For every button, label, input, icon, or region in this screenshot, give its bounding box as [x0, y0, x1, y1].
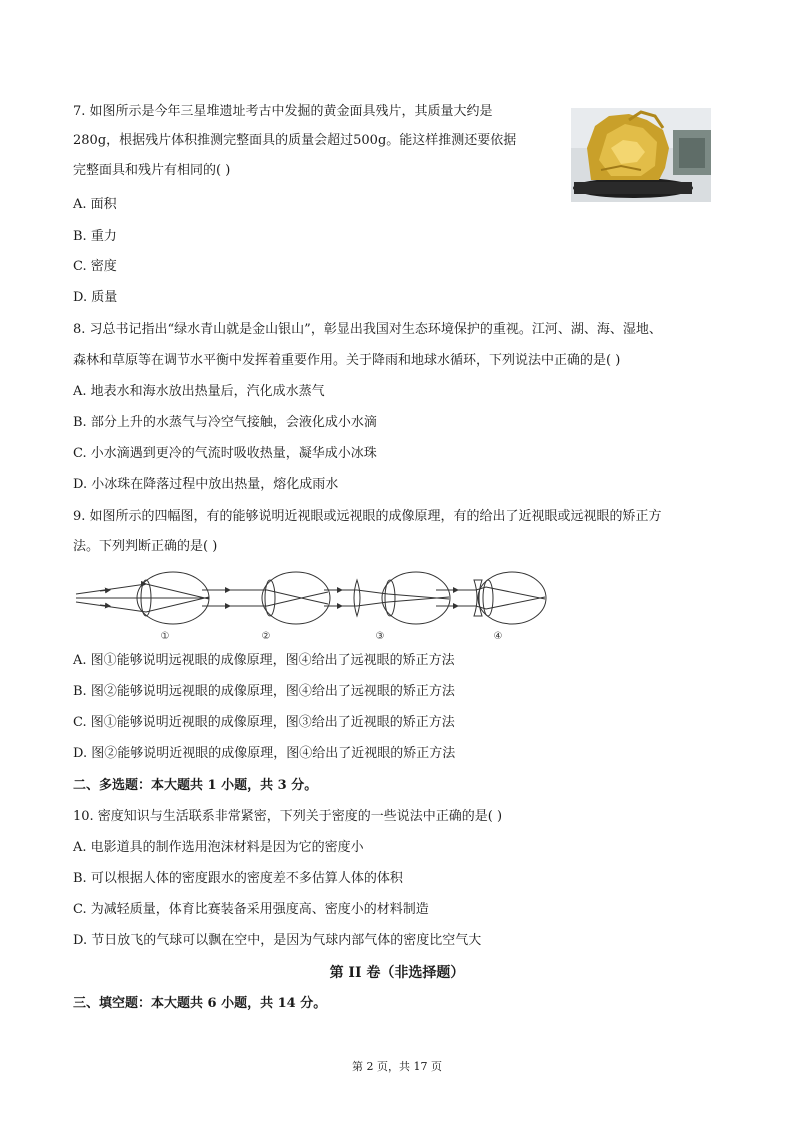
q8-stem-line1: 8. 习总书记指出“绿水青山就是金山银山”，彰显出我国对生态环境保护的重视。江河、湖、海、湿地、 — [73, 322, 662, 337]
q10-option-b: B. 可以根据人体的密度跟水的密度差不多估算人体的体积 — [73, 871, 403, 886]
figure-label-1: ① — [160, 631, 170, 642]
q8-option-c: C. 小水滴遇到更冷的气流时吸收热量，凝华成小冰珠 — [73, 446, 377, 461]
figure-label-2: ② — [261, 631, 271, 642]
q9-option-a: A. 图①能够说明远视眼的成像原理，图④给出了远视眼的矫正方法 — [73, 653, 455, 668]
q9-stem-line2: 法。下列判断正确的是( ) — [73, 539, 218, 554]
q7-option-c: C. 密度 — [73, 259, 117, 274]
page-footer: 第 2 页，共 17 页 — [352, 1060, 442, 1073]
q8-option-a: A. 地表水和海水放出热量后，汽化成水蒸气 — [73, 384, 325, 399]
q8-option-b: B. 部分上升的水蒸气与冷空气接触，会液化成小水滴 — [73, 415, 377, 430]
q9-option-d: D. 图②能够说明近视眼的成像原理，图④给出了近视眼的矫正方法 — [73, 746, 456, 761]
q7-option-b: B. 重力 — [73, 229, 117, 244]
eye-diagram-1 — [76, 572, 209, 624]
q7-stem-line1: 7. 如图所示是今年三星堆遗址考古中发掘的黄金面具残片，其质量大约是 — [73, 104, 493, 119]
part-two-title: 第 II 卷（非选择题） — [329, 965, 465, 981]
section-heading-multiple-choice: 二、多选题：本大题共 1 小题，共 3 分。 — [73, 778, 318, 793]
q7-option-d: D. 质量 — [73, 290, 118, 305]
q9-stem-line1: 9. 如图所示的四幅图，有的能够说明近视眼或远视眼的成像原理，有的给出了近视眼或远视眼的矫正方 — [73, 509, 662, 524]
eye-diagram-2 — [202, 572, 330, 624]
eye-diagram-3 — [324, 572, 450, 624]
q8-option-d: D. 小冰珠在降落过程中放出热量，熔化成雨水 — [73, 477, 339, 492]
q10-option-c: C. 为减轻质量，体育比赛装备采用强度高、密度小的材料制造 — [73, 902, 429, 917]
eye-diagram-4 — [436, 572, 546, 624]
q7-stem-line3: 完整面具和残片有相同的( ) — [73, 163, 231, 178]
section-heading-fill-in: 三、填空题：本大题共 6 小题，共 14 分。 — [73, 996, 327, 1011]
q10-stem-line1: 10. 密度知识与生活联系非常紧密，下列关于密度的一些说法中正确的是( ) — [73, 809, 503, 824]
eye-diagrams — [70, 568, 550, 644]
gold-mask-photo — [571, 108, 711, 202]
q10-option-d: D. 节日放飞的气球可以飘在空中，是因为气球内部气体的密度比空气大 — [73, 933, 482, 948]
q8-stem-line2: 森林和草原等在调节水平衡中发挥着重要作用。关于降雨和地球水循环，下列说法中正确的是( ) — [73, 353, 621, 368]
q7-stem-line2: 280g，根据残片体积推测完整面具的质量会超过500g。能这样推测还要依据 — [73, 133, 517, 148]
q7-option-a: A. 面积 — [73, 197, 117, 212]
figure-label-3: ③ — [375, 631, 385, 642]
q10-option-a: A. 电影道具的制作选用泡沫材料是因为它的密度小 — [73, 840, 364, 855]
q9-option-b: B. 图②能够说明远视眼的成像原理，图④给出了远视眼的矫正方法 — [73, 684, 455, 699]
figure-label-4: ④ — [493, 631, 503, 642]
q9-option-c: C. 图①能够说明近视眼的成像原理，图③给出了近视眼的矫正方法 — [73, 715, 455, 730]
